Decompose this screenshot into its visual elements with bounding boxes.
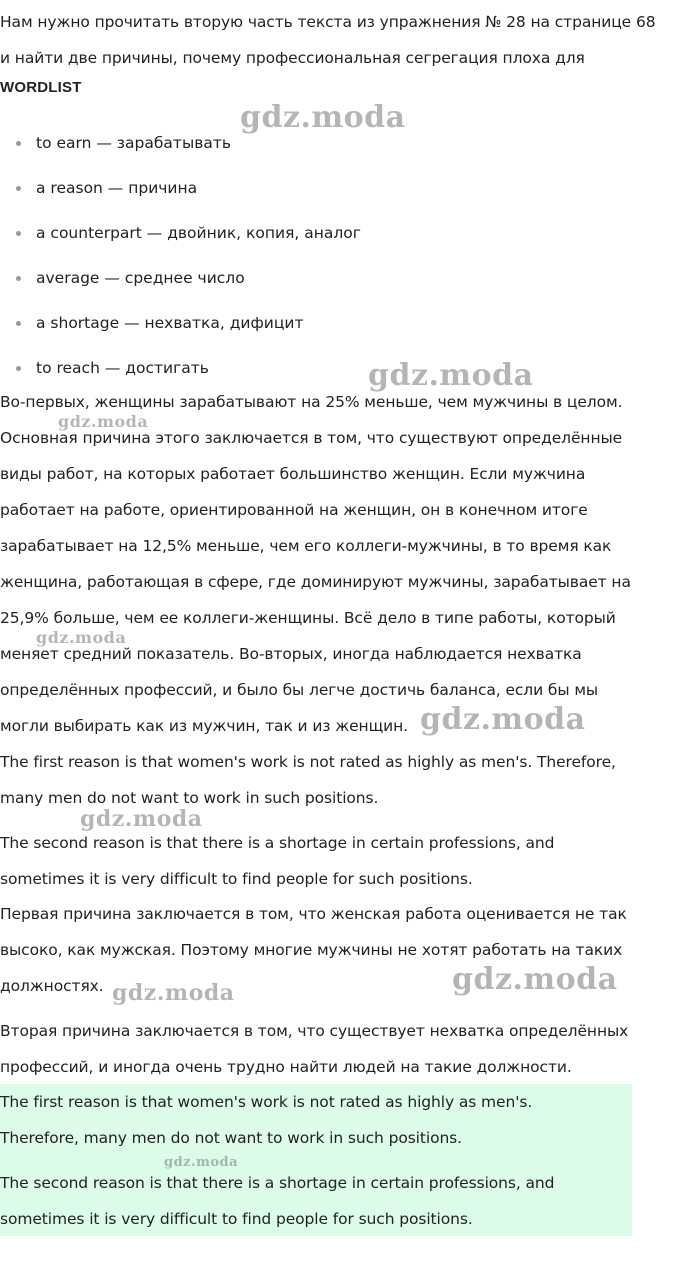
intro-paragraph <box>0 4 655 76</box>
watermark-logo: gdz.moda <box>58 412 149 431</box>
paragraph-line: меняет средний показатель. Во-вторых, иногда наблюдается нехватка <box>0 645 582 663</box>
answer-line: The second reason is that there is a shortage in certain professions, and <box>0 1174 555 1192</box>
watermark-logo: gdz.moda <box>164 1155 239 1170</box>
paragraph-line: many men do not want to work in such positions. <box>0 789 379 807</box>
bullet-icon <box>16 186 21 191</box>
russian-paragraph <box>0 384 631 744</box>
list-item-text: a shortage — нехватка, дифицит <box>36 314 304 332</box>
list-item <box>0 168 361 213</box>
list-item-text: to earn — зарабатывать <box>36 134 231 152</box>
paragraph-line: Вторая причина заключается в том, что существует нехватка определённых <box>0 1022 629 1040</box>
watermark-logo: gdz.moda <box>452 962 618 997</box>
paragraph-line: Основная причина этого заключается в том, что существуют определённые <box>0 429 623 447</box>
paragraph-line: профессий, и иногда очень трудно найти людей на такие должности. <box>0 1058 572 1076</box>
paragraph-line: должностях. <box>0 977 104 995</box>
list-item-text: a reason — причина <box>36 179 198 197</box>
bullet-icon <box>16 321 21 326</box>
list-item <box>0 123 361 168</box>
watermark-logo: gdz.moda <box>420 702 586 737</box>
answer-line: The first reason is that women's work is not rated as highly as men's. <box>0 1093 533 1111</box>
list-item <box>0 303 361 348</box>
list-item-text: to reach — достигать <box>36 359 209 377</box>
russian-reason-first <box>0 896 627 1004</box>
bullet-icon <box>16 276 21 281</box>
paragraph-line: The second reason is that there is a shortage in certain professions, and <box>0 834 555 852</box>
answer-box <box>0 1084 632 1236</box>
watermark-logo: gdz.moda <box>36 628 127 647</box>
intro-line: Нам нужно прочитать вторую часть текста из упражнения № 28 на странице 68 <box>0 13 656 31</box>
paragraph-line: The first reason is that women's work is not rated as highly as men's. Therefore, <box>0 753 616 771</box>
bullet-icon <box>16 231 21 236</box>
english-reason-second <box>0 825 554 897</box>
answer-line: Therefore, many men do not want to work in such positions. <box>0 1129 462 1147</box>
russian-reason-second <box>0 1013 628 1085</box>
paragraph-line: Во-первых, женщины зарабатывают на 25% меньше, чем мужчины в целом. <box>0 393 623 411</box>
paragraph-line: работает на работе, ориентированной на женщин, он в конечном итоге <box>0 501 588 519</box>
paragraph-line: Первая причина заключается в том, что женская работа оценивается не так <box>0 905 627 923</box>
watermark-logo: gdz.moda <box>112 980 235 1006</box>
paragraph-line: могли выбирать как из мужчин, так и из женщин. <box>0 717 408 735</box>
english-reason-first <box>0 744 616 816</box>
list-item-text: average — среднее число <box>36 269 245 287</box>
bullet-icon <box>16 141 21 146</box>
watermark-logo: gdz.moda <box>368 358 534 393</box>
paragraph-line: sometimes it is very difficult to find people for such positions. <box>0 870 473 888</box>
watermark-logo: gdz.moda <box>80 806 203 832</box>
paragraph-line: определённых профессий, и было бы легче достичь баланса, если бы мы <box>0 681 599 699</box>
paragraph-line: зарабатывает на 12,5% меньше, чем его коллеги-мужчины, в то время как <box>0 537 612 555</box>
list-item <box>0 258 361 303</box>
list-item <box>0 213 361 258</box>
wordlist-heading: WORDLIST <box>0 79 82 96</box>
list-item-text: a counterpart — двойник, копия, аналог <box>36 224 361 242</box>
answer-reason-first <box>0 1084 532 1156</box>
paragraph-line: виды работ, на которых работает большинство женщин. Если мужчина <box>0 465 586 483</box>
paragraph-line: 25,9% больше, чем ее коллеги-женщины. Всё дело в типе работы, который <box>0 609 616 627</box>
intro-line: и найти две причины, почему профессиональная сегрегация плоха для <box>0 49 585 67</box>
bullet-icon <box>16 366 21 371</box>
answer-reason-second <box>0 1165 554 1237</box>
answer-line: sometimes it is very difficult to find people for such positions. <box>0 1210 473 1228</box>
watermark-logo: gdz.moda <box>240 100 406 135</box>
wordlist <box>0 123 361 393</box>
paragraph-line: высоко, как мужская. Поэтому многие мужчины не хотят работать на таких <box>0 941 623 959</box>
paragraph-line: женщина, работающая в сфере, где доминируют мужчины, зарабатывает на <box>0 573 631 591</box>
